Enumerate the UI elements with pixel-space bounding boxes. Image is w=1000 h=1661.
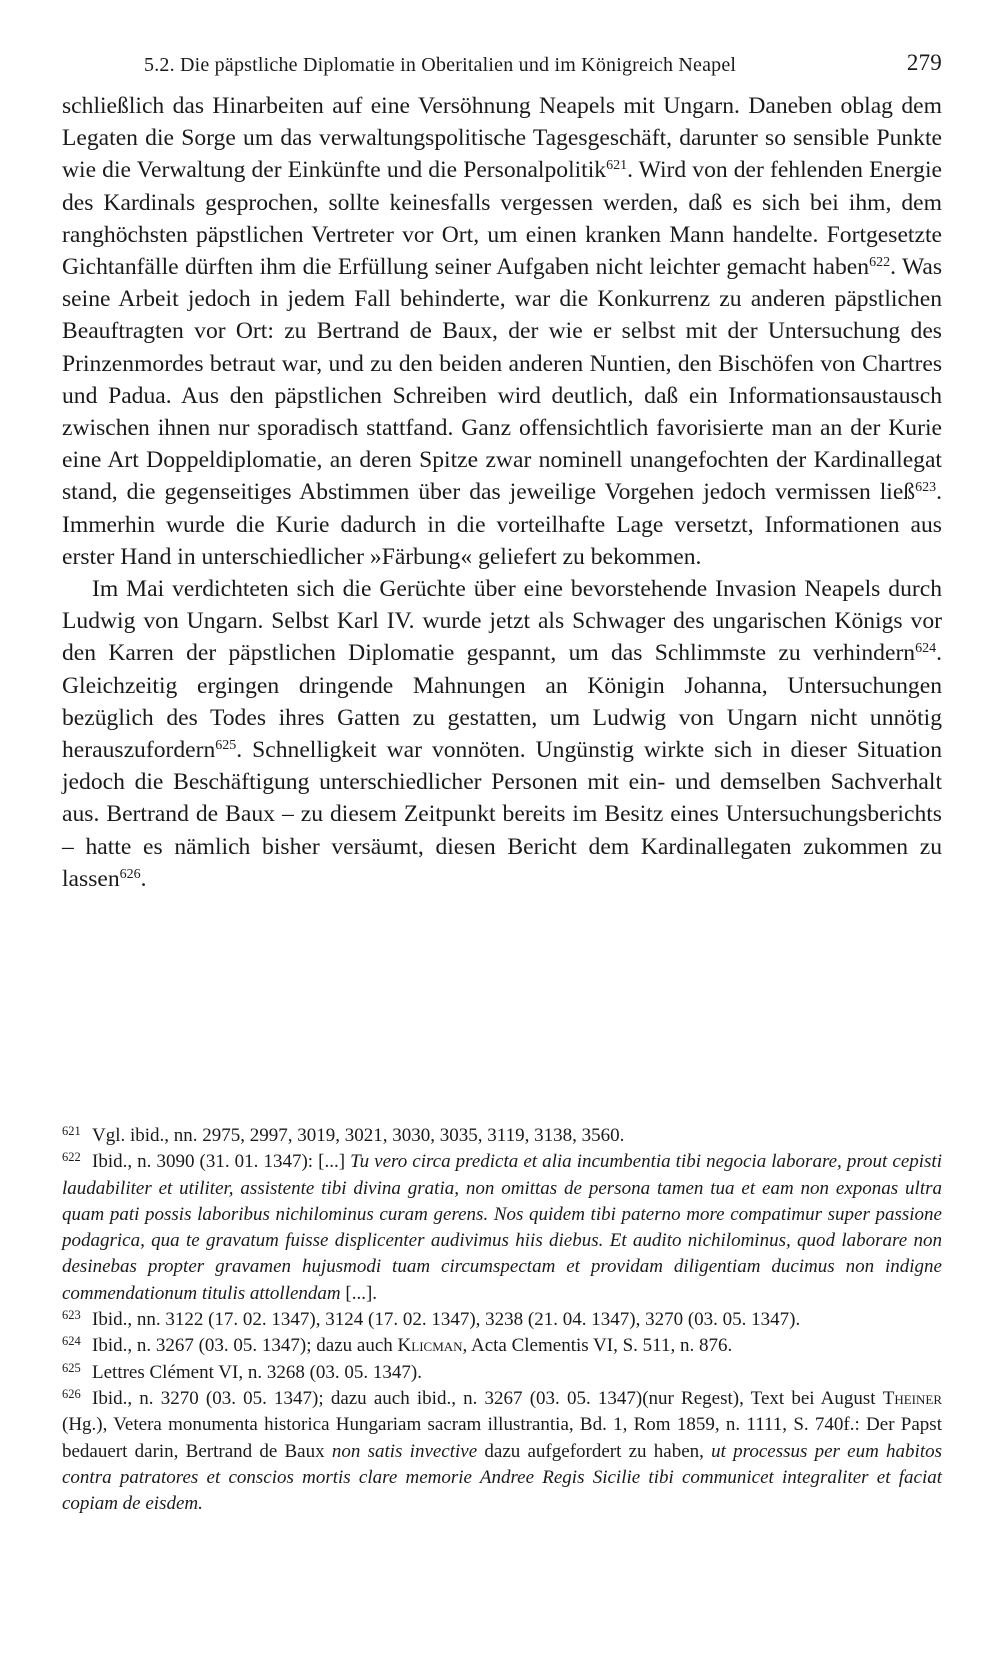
footnote-ref-622: 622 (869, 255, 891, 271)
footnote-text: dazu aufgefordert zu haben, (477, 1440, 712, 1462)
book-page (62, 48, 943, 1515)
footnote-624: 624 Ibid., n. 3267 (03. 05. 1347); dazu auch Klicman, Acta Clementis VI, S. 511, n. 876. (62, 1334, 733, 1357)
footnote-text: , Acta Clementis VI, S. 511, n. 876. (462, 1335, 733, 1357)
running-title: 5.2. Die päpstliche Diplomatie in Oberitalien und im Königreich Neapel (144, 54, 737, 76)
text-run: . Gleichzeitig ergingen dringende Mahnungen an Königin Johanna, Untersuchungen bezüglich des Todes ihres Gatten zu gestatten, um Ludwig von Ungarn nicht unnötig herauszufordern (62, 640, 942, 764)
text-run: . Wird von der fehlenden Energie des Kardinals gesprochen, sollte keinesfalls vergessen werden, daß es sich bei ihm, dem ranghöchsten päpstlichen Vertreter vor Ort, um einen kranken Mann handelte. Fortgesetzte Gichtanfälle dürften ihm die Erfüllung seiner Aufgaben nicht leichter gemacht haben (62, 157, 943, 281)
text-run: . Schnelligkeit war vonnöten. Ungünstig wirkte sich in dieser Situation jedoch die Beschäftigung unterschiedlicher Personen mit ein- und demselben Sachverhalt aus. Bertrand de Baux – zu diesem Zeitpunkt bereits im Besitz eines Untersuchungsberichts – hatte es nämlich bisher versäumt, diesen Bericht dem Kardinallegaten zukommen zu lassen (62, 737, 942, 892)
text-run: Im Mai verdichteten sich die Gerüchte über eine bevorstehende Invasion Neapels durch Ludwig von Ungarn. Selbst Karl IV. wurde jetzt als Schwager des ungarischen Königs vor den Karren der päpstlichen Diplomatie gespannt, um das Schlimmste zu verhindern (62, 576, 942, 667)
footnote-622: 622 Ibid., n. 3090 (31. 01. 1347): [...] Tu vero circa predicta et alia incumbentia tibi negocia laborare, prout cepisti laudabiliter et utiliter, assistente tibi divina gratia, non omittas de persona tamen tua et eam non exponas ultra quam pati possis laboribus nichilominus curam gerens. Nos quidem tibi paterno more compatimur super passione podagrica, qua te gravatum fuisse displicenter audivimus hiis diebus. Et audito nichilominus, quod laborare non desinebas propter gravamen hujusmodi tuam circumspectam et providam diligentiam ducimus non indigne commendationum titulis attollendam [...]. (62, 1150, 942, 1304)
latin-quotation: non satis invective (331, 1440, 478, 1462)
text-run: schließlich das Hinarbeiten auf eine Versöhnung Neapels mit Ungarn. Daneben oblag dem Legaten die Sorge um das verwaltungspolitische Tagesgeschäft, darunter so sensible Punkte wie die Verwaltung der Einkünfte und die Personalpolitik (62, 93, 942, 184)
footnote-text: Ibid., n. 3090 (31. 01. 1347): [...] (92, 1151, 351, 1173)
footnote-626: 626 Ibid., n. 3270 (03. 05. 1347); dazu auch ibid., n. 3267 (03. 05. 1347)(nur Regest), Text bei August Theiner (Hg.), Vetera monumenta historica Hungariam sacram illustrantia, Bd. 1, Rom 1859, n. 1111, S. 740f.: Der Papst bedauert darin, Bertrand de Baux non satis invective dazu aufgefordert zu haben, ut processus per eum habitos contra patratores et conscios mortis clare memorie Andree Regis Sicilie tibi communicet integraliter et faciat copiam de eisdem. (62, 1386, 942, 1515)
footnote-ref-625: 625 (215, 738, 237, 754)
footnote-text: Lettres Clément VI, n. 3268 (03. 05. 1347). (92, 1361, 422, 1383)
paragraph-1 (62, 90, 942, 573)
footnote-ref-626: 626 (119, 866, 141, 882)
footnotes (62, 1123, 942, 1517)
footnote-text: Ibid., n. 3270 (03. 05. 1347); dazu auch ibid., n. 3267 (03. 05. 1347)(nur Regest), Text bei August (92, 1387, 883, 1409)
latin-quotation: Tu vero circa predicta et alia incumbentia tibi negocia laborare, prout cepisti laudabiliter et utiliter, assistente tibi divina gratia, non omittas de persona tamen tua et eam non exponas ultra quam pati possis laboribus nichilominus curam gerens. Nos quidem tibi paterno more compatimur super passione podagrica, qua te gravatum fuisse displicenter audivimus hiis diebus. Et audito nichilominus, quod laborare non desinebas propter gravamen hujusmodi tuam circumspectam et providam diligentiam ducimus non indigne commendationum titulis attollendam (62, 1151, 942, 1304)
text-run: . Immerhin wurde die Kurie dadurch in die vorteilhafte Lage versetzt, Informationen aus erster Hand in unterschiedlicher »Färbung« geliefert zu bekommen. (62, 479, 942, 570)
footnote-625: 625 Lettres Clément VI, n. 3268 (03. 05. 1347). (62, 1360, 422, 1383)
footnote-text: Ibid., nn. 3122 (17. 02. 1347), 3124 (17. 02. 1347), 3238 (21. 04. 1347), 3270 (03. 05. 1347). (92, 1309, 801, 1331)
paragraph-2 (62, 573, 942, 895)
footnote-ref-621: 621 (606, 158, 628, 174)
footnote-text: [...]. (340, 1282, 378, 1304)
latin-quotation: ut processus per eum habitos contra patratores et conscios mortis clare memorie Andree Regis Sicilie tibi communicet integraliter et faciat copiam de eisdem. (62, 1440, 942, 1515)
footnote-text: Vgl. ibid., nn. 2975, 2997, 3019, 3021, 3030, 3035, 3119, 3138, 3560. (92, 1125, 625, 1146)
footnote-text: (Hg.), Vetera monumenta historica Hungariam sacram illustrantia, Bd. 1, Rom 1859, n. 1111, S. 740f.: Der Papst bedauert darin, Bertrand de Baux (62, 1414, 942, 1462)
author-name: Theiner (882, 1387, 942, 1409)
main-text (62, 90, 942, 895)
footnote-text: Ibid., n. 3267 (03. 05. 1347); dazu auch (92, 1335, 398, 1357)
footnote-ref-623: 623 (915, 480, 937, 496)
footnote-623: 623 Ibid., nn. 3122 (17. 02. 1347), 3124 (17. 02. 1347), 3238 (21. 04. 1347), 3270 (03. 05. 1347). (62, 1308, 801, 1331)
page-number: 279 (906, 50, 942, 75)
text-run: . (140, 865, 147, 892)
text-run: . Was seine Arbeit jedoch in jedem Fall behinderte, war die Konkurrenz zu anderen päpstlichen Beauftragten vor Ort: zu Bertrand de Baux, der wie er selbst mit der Untersuchung des Prinzenmordes betraut war, und zu den beiden anderen Nuntien, den Bischöfen von Chartres und Padua. Aus den päpstlichen Schreiben wird deutlich, daß ein Informationsaustausch zwischen ihnen nur sporadisch stattfand. Ganz offensichtlich favorisierte man an der Kurie eine Art Doppeldiplomatie, an deren Spitze zwar nominell unangefochten der Kardinallegat stand, die gegenseitiges Abstimmen über das jeweilige Vorgehen jedoch vermissen ließ (62, 254, 942, 506)
footnote-621: 621 Vgl. ibid., nn. 2975, 2997, 3019, 3021, 3030, 3035, 3119, 3138, 3560. (62, 1124, 625, 1146)
footnote-ref-624: 624 (915, 641, 937, 657)
author-name: Klicman (397, 1335, 463, 1357)
running-header (62, 48, 942, 84)
